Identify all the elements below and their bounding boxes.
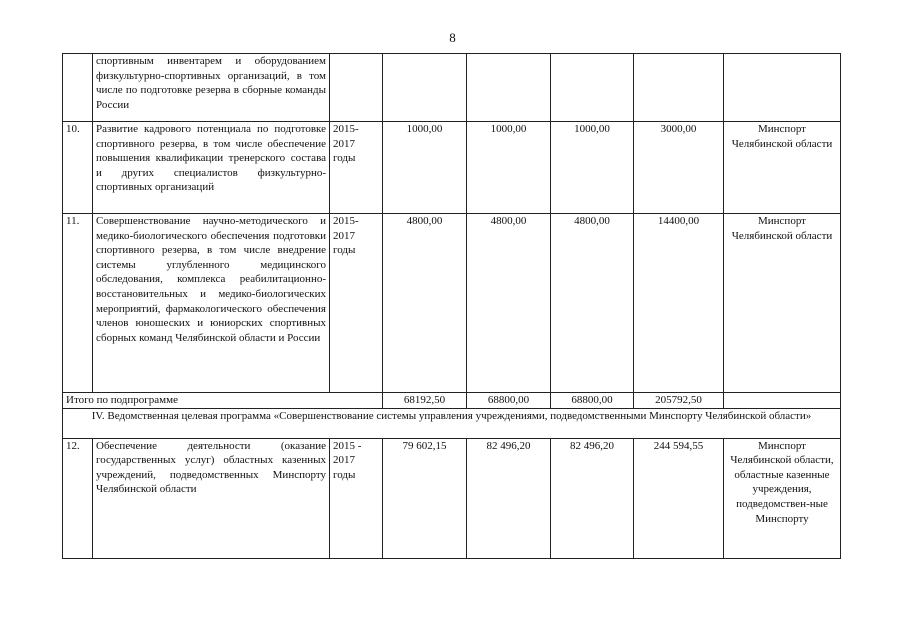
row-years: 2015-2017 годы — [330, 214, 383, 393]
row-description: Совершенствование научно-методического и медико-биологического обеспечения подготовки спортивного резерва, в том числе внедрение системы углубленного медицинского обследования, комплекса реабилитационно-восстановительных и медико-биологических мероприятий, фармакологического обеспечения членов юношеских и юниорских спортивных сборных команд Челябинской области и России — [93, 214, 330, 393]
row-total: 3000,00 — [634, 122, 724, 214]
program-table — [62, 53, 841, 559]
row-executor: Минспорт Челябинской области — [724, 214, 841, 393]
row-value-2016 — [467, 54, 551, 122]
row-value-2017: 82 496,20 — [551, 438, 634, 558]
subtotal-value-2017: 68800,00 — [551, 393, 634, 409]
row-total: 14400,00 — [634, 214, 724, 393]
row-value-2015: 1000,00 — [383, 122, 467, 214]
row-number — [63, 54, 93, 122]
subtotal-total: 205792,50 — [634, 393, 724, 409]
row-executor: Минспорт Челябинской области — [724, 122, 841, 214]
section-header: IV. Ведомственная целевая программа «Совершенствование системы управления учреждениями, подведомственными Минспорту Челябинской области» — [63, 408, 841, 438]
section-header-row — [63, 408, 841, 438]
row-total: 244 594,55 — [634, 438, 724, 558]
table-row — [63, 214, 841, 393]
row-number: 12. — [63, 438, 93, 558]
subtotal-label: Итого по подпрограмме — [63, 393, 383, 409]
row-total — [634, 54, 724, 122]
table-row — [63, 438, 841, 558]
row-executor — [724, 54, 841, 122]
page-number: 8 — [449, 30, 456, 45]
row-value-2016: 4800,00 — [467, 214, 551, 393]
row-value-2015: 79 602,15 — [383, 438, 467, 558]
subtotal-value-2016: 68800,00 — [467, 393, 551, 409]
row-years: 2015-2017 годы — [330, 122, 383, 214]
table-row — [63, 54, 841, 122]
row-value-2017: 1000,00 — [551, 122, 634, 214]
row-value-2015: 4800,00 — [383, 214, 467, 393]
row-value-2015 — [383, 54, 467, 122]
row-description: спортивным инвентарем и оборудованием физкультурно-спортивных организаций, в том числе по подготовке резерва в сборные команды России — [93, 54, 330, 122]
row-value-2017 — [551, 54, 634, 122]
row-value-2017: 4800,00 — [551, 214, 634, 393]
subtotal-executor-empty — [724, 393, 841, 409]
subtotal-value-2015: 68192,50 — [383, 393, 467, 409]
table-row — [63, 122, 841, 214]
row-executor: Минспорт Челябинской области, областные казенные учреждения, подведомствен-ные Минспорту — [724, 438, 841, 558]
row-description: Обеспечение деятельности (оказание государственных услуг) областных казенных учреждений, подведомственных Минспорту Челябинской области — [93, 438, 330, 558]
subtotal-row — [63, 393, 841, 409]
row-value-2016: 1000,00 — [467, 122, 551, 214]
row-value-2016: 82 496,20 — [467, 438, 551, 558]
row-number: 11. — [63, 214, 93, 393]
row-description: Развитие кадрового потенциала по подготовке спортивного резерва, в том числе обеспечение повышения квалификации тренерского состава и других специалистов физкультурно-спортивных организаций — [93, 122, 330, 214]
row-number: 10. — [63, 122, 93, 214]
row-years: 2015 - 2017 годы — [330, 438, 383, 558]
row-years — [330, 54, 383, 122]
